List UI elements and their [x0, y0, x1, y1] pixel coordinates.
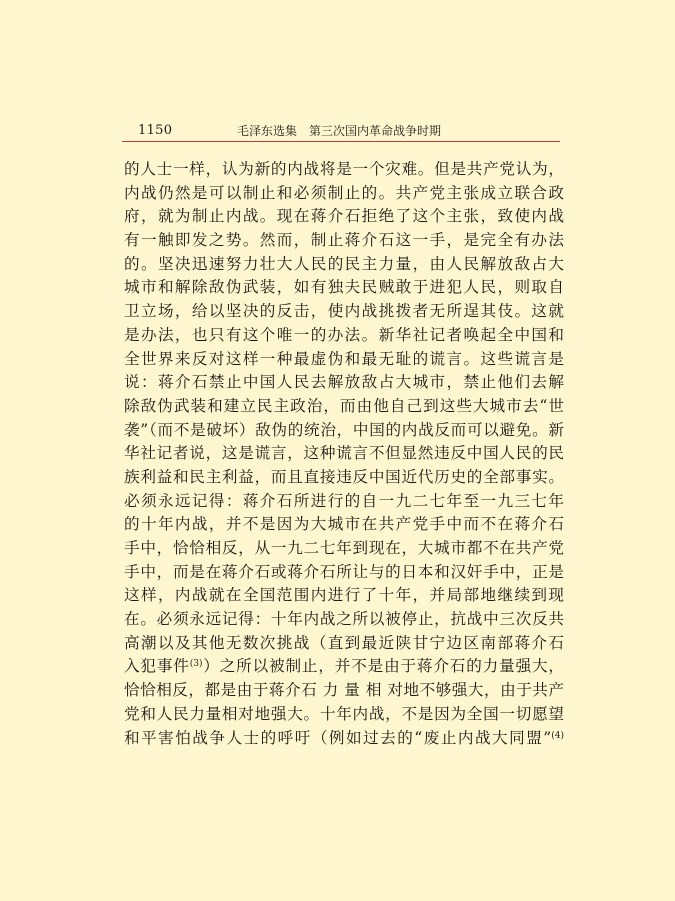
text-line-content: 是办法，也只有这个唯一的办法。新华社记者唤起全中国和: [124, 325, 564, 344]
text-line: [124, 466, 564, 490]
text-line: [124, 205, 564, 229]
text-line-content: 入犯事件: [124, 657, 190, 676]
text-line-content: 手中，恰恰相反，从一九二七年到现在，大城市都不在共产党: [124, 539, 564, 557]
text-line: [124, 703, 564, 727]
text-line-content: 除敌伪武装和建立民主政治，而由他自己到这些大城市去“世: [124, 396, 564, 415]
footnote-reference: (4): [551, 730, 564, 741]
text-line: [124, 608, 564, 632]
text-line: [124, 442, 564, 466]
text-line-content: 内战仍然是可以制止和必须制止的。共产党主张成立联合政: [124, 183, 564, 202]
text-line-content: 恰恰相反，都是由于蒋介石 力 量 相 对地不够强大，由于共产: [124, 681, 564, 700]
text-line-content: 手中，而是在蒋介石或蒋介石所让与的日本和汉奸手中，正是: [124, 562, 564, 581]
text-line: [124, 229, 564, 253]
footnote-reference: (3): [189, 659, 203, 670]
text-line: [124, 395, 564, 419]
text-line-continuation: ）之所以被制止，并不是由于蒋介石的力量强大，: [202, 657, 564, 676]
text-line-content: 城市和解除敌伪武装，如有独夫民贼敢于进犯人民，则取自: [124, 278, 564, 297]
text-line-content: 的人士一样，认为新的内战将是一个灾难。但是共产党认为，: [124, 160, 564, 178]
text-line-content: 华社记者说，这是谎言，这种谎言不但显然违反中国人民的民: [124, 444, 564, 463]
body-text: [124, 158, 564, 750]
text-line-content: 高潮以及其他无数次挑战（直到最近陕甘宁边区南部蒋介石: [124, 633, 564, 652]
text-line: [124, 655, 564, 679]
text-line: [124, 371, 564, 395]
text-line-content: 和平害怕战争人士的呼吁（例如过去的“废止内战大同盟”: [124, 728, 552, 747]
text-line: [124, 348, 564, 372]
text-line-content: 党和人民力量相对地强大。十年内战，不是因为全国一切愿望: [124, 704, 564, 723]
text-line: [124, 513, 564, 537]
text-line: [124, 276, 564, 300]
text-line: [124, 727, 564, 751]
text-line: [124, 253, 564, 277]
text-line-content: 袭”（而不是破坏）敌伪的统治，中国的内战反而可以避免。新: [124, 420, 564, 439]
text-line: [124, 561, 564, 585]
text-line: [124, 490, 564, 514]
text-line: [124, 419, 564, 443]
text-line-content: 这样，内战就在全国范围内进行了十年，并局部地继续到现: [124, 586, 564, 605]
text-line-content: 卫立场，给以坚决的反击，使内战挑拨者无所逞其伎。这就: [124, 302, 564, 321]
text-line: [124, 584, 564, 608]
text-line-content: 必须永远记得：蒋介石所进行的自一九二七年至一九三七年: [124, 491, 564, 510]
text-line: [124, 182, 564, 206]
text-line-content: 全世界来反对这样一种最虚伪和最无耻的谎言。这些谎言是: [124, 349, 564, 368]
text-line-content: 有一触即发之势。然而，制止蒋介石这一手，是完全有办法: [124, 231, 564, 250]
text-line-content: 在。必须永远记得：十年内战之所以被停止，抗战中三次反共: [124, 610, 564, 629]
text-line: [124, 537, 564, 561]
text-line-content: 府，就为制止内战。现在蒋介石拒绝了这个主张，致使内战: [124, 207, 564, 226]
header-rule: [122, 141, 560, 142]
text-line: [124, 679, 564, 703]
page-header: [0, 122, 675, 142]
text-line-content: 的十年内战，并不是因为大城市在共产党手中而不在蒋介石: [124, 515, 564, 534]
page-number: 1150: [138, 123, 173, 138]
text-line-content: 说：蒋介石禁止中国人民去解放敌占大城市，禁止他们去解: [124, 373, 564, 392]
running-title: 毛泽东选集 第三次国内革命战争时期: [237, 124, 442, 138]
text-line: [124, 324, 564, 348]
text-line: [124, 632, 564, 656]
text-line-content: 族利益和民主利益，而且直接违反中国近代历史的全部事实。: [124, 467, 564, 486]
text-line: [124, 300, 564, 324]
text-line: [124, 158, 564, 182]
text-line-content: 的。坚决迅速努力壮大人民的民主力量，由人民解放敌占大: [124, 254, 564, 273]
